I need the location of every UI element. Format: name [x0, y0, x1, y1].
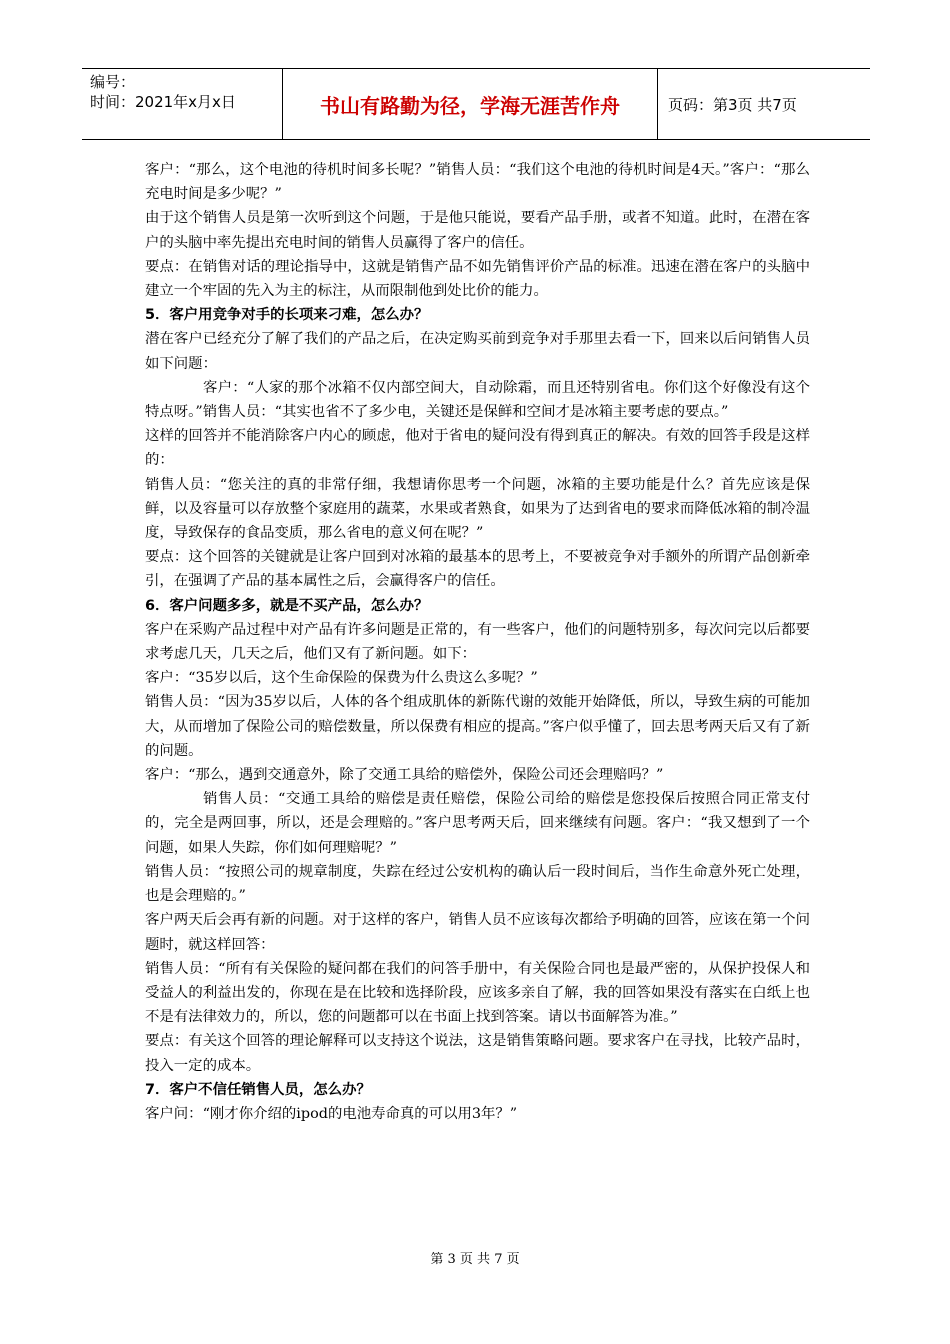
document-body [145, 158, 810, 1126]
document-number: 编号： [90, 73, 136, 91]
page-footer: 第 3 页 共 7 页 [430, 1252, 520, 1267]
paragraph: 要点：这个回答的关键就是让客户回到对冰箱的最基本的思考上，不要被竞争对手额外的所谓产品创新牵引，在强调了产品的基本属性之后，会赢得客户的信任。 [145, 549, 810, 590]
paragraph: 客户：“人家的那个冰箱不仅内部空间大，自动除霜，而且还特别省电。你们这个好像没有这个特点呀。”销售人员：“其实也省不了多少电，关键还是保鲜和空间才是冰箱主要考虑的要点。” [145, 379, 810, 421]
paragraph: 销售人员：“您关注的真的非常仔细，我想请你思考一个问题，冰箱的主要功能是什么？首先应该是保鲜，以及容量可以存放整个家庭用的蔬菜，水果或者熟食，如果为了达到省电的要求而降低冰箱的制冷温度，导致保存的食品变质，那么省电的意义何在呢？” [145, 476, 810, 542]
paragraph: 销售人员：“因为35岁以后，人体的各个组成肌体的新陈代谢的效能开始降低，所以，导致生病的可能加大，从而增加了保险公司的赔偿数量，所以保费有相应的提高。”客户似乎懂了，回去思考两天后又有了新的问题。 [145, 694, 810, 759]
header-page-number: 页码：第3页 共7页 [668, 95, 797, 114]
paragraph: 这样的回答并不能消除客户内心的顾虑，他对于省电的疑问没有得到真正的解决。有效的回答手段是这样的： [145, 428, 810, 469]
paragraph: 由于这个销售人员是第一次听到这个问题，于是他只能说，要看产品手册，或者不知道。此时，在潜在客户的头脑中率先提出充电时间的销售人员赢得了客户的信任。 [145, 210, 810, 251]
section-heading: 5．客户用竞争对手的长项来刁难，怎么办？ [145, 307, 429, 324]
paragraph: 潜在客户已经充分了解了我们的产品之后，在决定购买前到竞争对手那里去看一下，回来以后问销售人员如下问题： [145, 331, 810, 372]
paragraph: 客户在采购产品过程中对产品有许多问题是正常的，有一些客户，他们的问题特别多，每次问完以后都要求考虑几天，几天之后，他们又有了新问题。如下： [145, 621, 810, 663]
page-header [82, 68, 870, 140]
header-motto: 书山有路勤为径，学海无涯苦作舟 [282, 69, 658, 139]
paragraph: 销售人员：“所有有关保险的疑问都在我们的问答手册中，有关保险合同也是最严密的，从保护投保人和受益人的利益出发的，你现在是在比较和选择阶段，应该多亲自了解，我的回答如果没有落实在白纸上也不是有法律效力的，所以，您的问题都可以在书面上找到答案。请以书面解答为准。” [145, 960, 810, 1026]
paragraph: 客户：“那么，这个电池的待机时间多长呢？”销售人员：“我们这个电池的待机时间是4天。”客户：“那么充电时间是多少呢？” [145, 162, 810, 203]
section-heading: 6．客户问题多多，就是不买产品，怎么办？ [145, 597, 429, 614]
paragraph: 客户：“那么，遇到交通意外，除了交通工具给的赔偿外，保险公司还会理赔吗？” [145, 767, 664, 784]
paragraph: 客户：“35岁以后，这个生命保险的保费为什么贵这么多呢？” [145, 670, 538, 687]
document-date: 时间：2021年x月x日 [90, 93, 236, 111]
paragraph: 要点：在销售对话的理论指导中，这就是销售产品不如先销售评价产品的标准。迅速在潜在客户的头脑中建立一个牢固的先入为主的标注，从而限制他到处比价的能力。 [145, 258, 810, 300]
paragraph: 销售人员：“按照公司的规章制度，失踪在经过公安机构的确认后一段时间后，当作生命意外死亡处理，也是会理赔的。” [145, 863, 810, 905]
section-heading: 7．客户不信任销售人员，怎么办？ [145, 1081, 371, 1098]
header-meta [82, 69, 282, 139]
paragraph: 客户两天后会再有新的问题。对于这样的客户，销售人员不应该每次都给予明确的回答，应该在第一个问题时，就这样回答： [145, 912, 810, 953]
paragraph: 客户问：“刚才你介绍的ipod的电池寿命真的可以用3年？” [145, 1105, 518, 1122]
paragraph: 销售人员：“交通工具给的赔偿是责任赔偿，保险公司给的赔偿是您投保后按照合同正常支付的，完全是两回事，所以，还是会理赔的。”客户思考两天后，回来继续有问题。客户：“我又想到了一个问题，如果人失踪，你们如何理赔呢？” [145, 791, 810, 856]
paragraph: 要点：有关这个回答的理论解释可以支持这个说法，这是销售策略问题。要求客户在寻找，比较产品时，投入一定的成本。 [145, 1033, 810, 1074]
